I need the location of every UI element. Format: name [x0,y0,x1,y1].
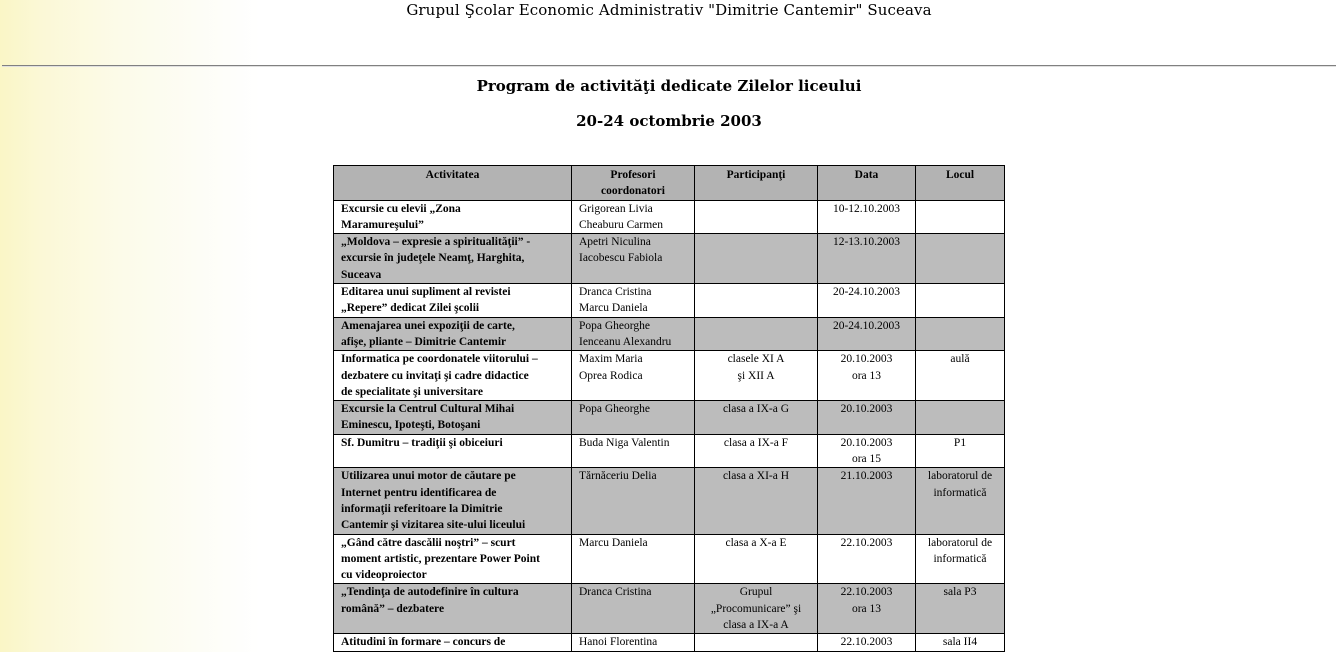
cell-teachers [572,351,695,401]
cell-place-line: informatică [933,552,987,565]
cell-place [916,351,1005,401]
cell-activity-line: Eminescu, Ipoteşti, Botoşani [341,419,481,432]
cell-date [818,634,916,651]
cell-teachers [572,200,695,234]
cell-place-line: informatică [933,486,987,499]
cell-date-line: 21.10.2003 [840,470,893,483]
cell-participants [695,317,818,351]
cell-participants [695,401,818,435]
cell-activity-line: de specialitate şi universitare [341,385,483,398]
cell-activity-line: dezbatere cu invitaţi şi cadre didactice [341,369,529,382]
cell-participants [695,234,818,284]
cell-date [818,351,916,401]
cell-place-line: sala II4 [942,636,978,649]
cell-teachers-line: Popa Gheorghe [579,319,651,332]
cell-date [818,234,916,284]
cell-activity-line: Utilizarea unui motor de căutare pe [341,470,516,483]
cell-teachers [572,584,695,634]
cell-date-line: 20.10.2003 [840,403,893,416]
cell-activity-line: informaţii referitoare la Dimitrie [341,502,503,515]
cell-teachers-line: Dranca Cristina [579,586,652,599]
cell-activity-line: Cantemir şi vizitarea site-ului liceului [341,519,526,532]
cell-date [818,284,916,318]
cell-place-line: P1 [953,436,967,449]
column-header-teachers: Profesori coordonatori [572,166,695,201]
cell-place [916,434,1005,468]
cell-activity-line: Excursie cu elevii „Zona [341,202,461,215]
cell-activity-line: Internet pentru identificarea de [341,486,497,499]
cell-participants-line: clasele XI A [727,353,785,366]
cell-teachers-line: Cheaburu Carmen [579,218,663,231]
cell-date-line: 22.10.2003 [840,586,893,599]
cell-teachers-line: Grigorean Livia [579,202,653,215]
cell-teachers [572,317,695,351]
cell-activity-line: afişe, pliante – Dimitrie Cantemir [341,335,507,348]
table-row [334,534,1005,584]
cell-participants [695,634,818,651]
cell-participants-line: Grupul [739,586,773,599]
activities-table [333,165,1005,652]
cell-date-line: 20-24.10.2003 [832,286,901,299]
cell-place [916,234,1005,284]
table-row [334,234,1005,284]
cell-teachers-line: Oprea Rodica [579,369,643,382]
cell-activity [334,584,572,634]
table-row [334,434,1005,468]
cell-activity-line: „Tendinţa de autodefinire în cultura [341,586,519,599]
table-row [334,351,1005,401]
cell-participants [695,284,818,318]
cell-participants [695,351,818,401]
cell-date-line: ora 13 [851,369,882,382]
cell-date-line: 20-24.10.2003 [832,319,901,332]
column-header-participants: Participanţi [695,166,818,201]
cell-participants [695,468,818,534]
cell-teachers-line: Marcu Daniela [579,536,648,549]
page-title: Program de activităţi dedicate Zilelor liceului [476,77,862,95]
cell-activity [334,534,572,584]
cell-teachers-line: Ienceanu Alexandru [579,335,672,348]
column-header-activity: Activitatea [334,166,572,201]
cell-teachers-line: Iacobescu Fabiola [579,252,663,265]
cell-teachers [572,534,695,584]
cell-teachers-line: Buda Niga Valentin [579,436,670,449]
cell-teachers [572,434,695,468]
cell-activity [334,234,572,284]
table-header-row [334,166,1005,201]
cell-teachers [572,401,695,435]
cell-activity-line: „Repere” dedicat Zilei şcolii [341,302,480,315]
cell-activity-line: Sf. Dumitru – tradiţii şi obiceiuri [341,436,503,449]
cell-place [916,284,1005,318]
cell-activity [334,200,572,234]
cell-teachers [572,284,695,318]
cell-date [818,468,916,534]
column-header-date: Data [818,166,916,201]
table-row [334,401,1005,435]
cell-activity [334,284,572,318]
cell-date [818,534,916,584]
cell-activity [334,401,572,435]
cell-participants [695,584,818,634]
cell-place-line: laboratorul de [927,470,993,483]
cell-place-line: sala P3 [943,586,977,599]
table-row [334,317,1005,351]
cell-activity-line: „Gând către dascălii noştri” – scurt [341,536,516,549]
cell-activity [334,351,572,401]
cell-activity-line: cu videoproiector [341,569,427,582]
cell-participants-line: clasa a IX-a G [722,403,790,416]
cell-participants-line: „Procomunicare” şi [710,602,802,615]
cell-place [916,534,1005,584]
cell-teachers-line: Apetri Niculina [579,236,651,249]
cell-participants-line: clasa a XI-a H [722,470,790,483]
cell-activity-line: moment artistic, prezentare Power Point [341,552,540,565]
table-row [334,284,1005,318]
cell-place [916,468,1005,534]
cell-participants [695,434,818,468]
cell-teachers-line: Tărnăceriu Delia [579,470,657,483]
cell-activity [334,434,572,468]
cell-activity-line: română” – dezbatere [341,602,445,615]
column-header-place: Locul [916,166,1005,201]
cell-activity-line: Atitudini în formare – concurs de [341,636,506,649]
cell-participants-line: clasa a IX-a A [723,619,789,632]
cell-participants-line: şi XII A [737,369,775,382]
horizontal-divider [2,65,1336,67]
cell-date-line: ora 13 [851,602,882,615]
cell-date-line: ora 15 [851,453,882,466]
cell-place-line: laboratorul de [927,536,993,549]
cell-teachers-line: Popa Gheorghe [579,403,651,416]
cell-teachers [572,234,695,284]
date-range-subtitle: 20-24 octombrie 2003 [576,112,762,130]
cell-teachers-line: Hanoi Florentina [579,636,658,649]
cell-activity-line: Maramureşului” [341,218,424,231]
cell-participants [695,534,818,584]
table-row [334,634,1005,651]
cell-place [916,584,1005,634]
cell-teachers-line: Dranca Cristina [579,286,652,299]
cell-date [818,200,916,234]
cell-date [818,584,916,634]
cell-date-line: 20.10.2003 [840,353,893,366]
cell-activity [334,468,572,534]
cell-date [818,434,916,468]
cell-place-line: aulă [950,353,970,366]
cell-teachers-line: Marcu Daniela [579,302,648,315]
cell-participants-line: clasa a IX-a F [723,436,789,449]
cell-activity-line: Amenajarea unei expoziţii de carte, [341,319,515,332]
cell-activity-line: Excursie la Centrul Cultural Mihai [341,403,515,416]
cell-activity-line: Suceava [341,268,382,281]
cell-activity-line: „Moldova – expresie a spiritualităţii” - [341,236,531,249]
cell-date [818,401,916,435]
table-row [334,200,1005,234]
cell-activity-line: Informatica pe coordonatele viitorului – [341,353,538,366]
cell-place [916,200,1005,234]
school-name-header: Grupul Şcolar Economic Administrativ "Dimitrie Cantemir" Suceava [406,1,932,19]
cell-participants [695,200,818,234]
cell-date-line: 22.10.2003 [840,636,893,649]
cell-place [916,401,1005,435]
cell-activity [334,317,572,351]
cell-place [916,317,1005,351]
cell-teachers [572,634,695,651]
cell-participants-line: clasa a X-a E [725,536,787,549]
cell-teachers-line: Maxim Maria [579,353,643,366]
table-row [334,584,1005,634]
cell-date-line: 10-12.10.2003 [832,202,901,215]
cell-date [818,317,916,351]
cell-teachers [572,468,695,534]
table-row [334,468,1005,534]
cell-place [916,634,1005,651]
cell-activity-line: Editarea unui supliment al revistei [341,286,511,299]
cell-date-line: 12-13.10.2003 [832,236,901,249]
cell-activity [334,634,572,651]
cell-date-line: 22.10.2003 [840,536,893,549]
cell-date-line: 20.10.2003 [840,436,893,449]
cell-activity-line: excursie în judeţele Neamţ, Harghita, [341,252,525,265]
